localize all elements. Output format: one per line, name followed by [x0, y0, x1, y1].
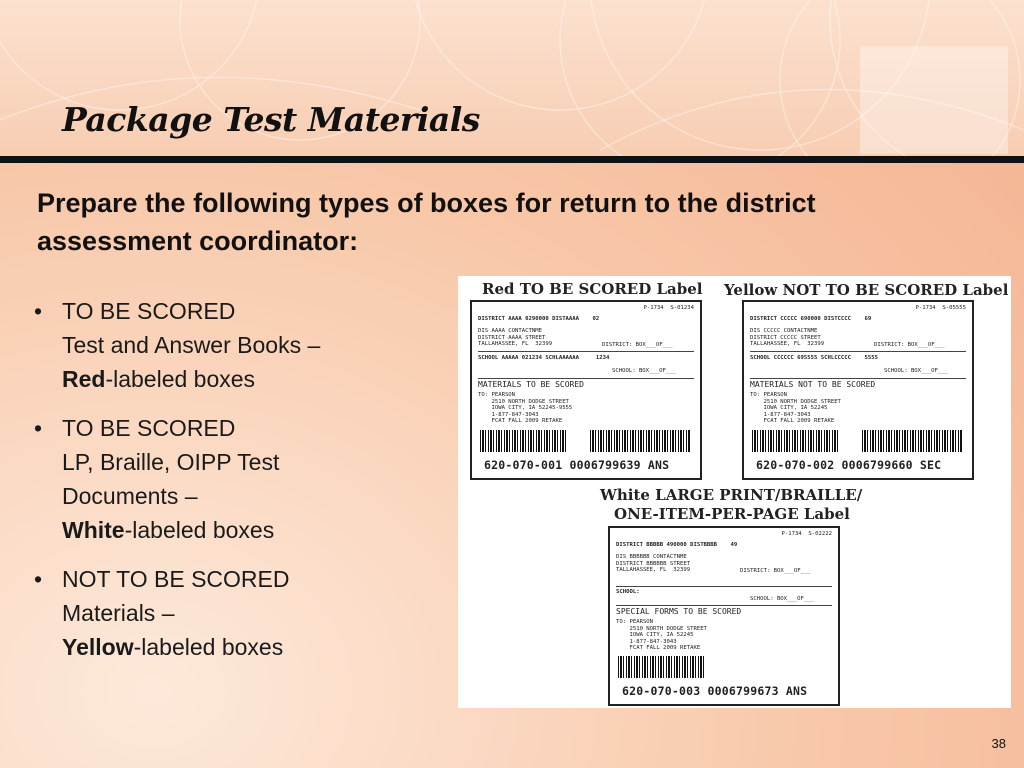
bullet-suffix: -labeled boxes: [124, 517, 275, 543]
bullet-suffix: -labeled boxes: [133, 634, 284, 660]
list-item: [34, 562, 434, 664]
label-address: TO: PEARSON 2510 NORTH DODGE STREET IOWA CITY, IA 52245-9555 1-877-847-3043 FCAT FALL 2009 RETAKE: [478, 392, 573, 425]
list-item: [34, 411, 434, 547]
bullet-color-word: White: [62, 517, 125, 543]
bullet-icon: •: [34, 566, 43, 592]
list-item: [34, 294, 434, 396]
slide-header: [0, 0, 1024, 158]
label-materials: SPECIAL FORMS TO BE SCORED: [616, 607, 742, 616]
bullet-line1: TO BE SCORED: [62, 298, 236, 324]
label-contact: DIS AAAA CONTACTNME DISTRICT AAAA STREET TALLAHASSEE, FL 32399: [478, 328, 553, 348]
bullet-icon: •: [34, 415, 43, 441]
barcode-icon: [480, 430, 566, 452]
label-materials: MATERIALS TO BE SCORED: [478, 380, 584, 389]
label-code: 620-070-002 0006799660 SEC: [756, 458, 942, 472]
title-divider: [0, 156, 1024, 163]
white-label-caption-line2: ONE-ITEM-PER-PAGE Label: [614, 505, 850, 523]
red-label: [470, 300, 702, 480]
label-school: SCHOOL CCCCCC 695555 SCHLCCCCC 5555: [750, 355, 878, 361]
label-school-box: SCHOOL: BOX___OF___: [750, 596, 814, 602]
bullet-line2: Materials –: [62, 600, 175, 626]
label-code: 620-070-003 0006799673 ANS: [622, 684, 808, 698]
label-corner-code: P-1734 S-02222: [781, 531, 832, 537]
bullet-color-word: Red: [62, 366, 106, 392]
barcode-icon: [752, 430, 838, 452]
intro-text: Prepare the following types of boxes for return to the district assessment coordinator:: [37, 188, 816, 256]
label-district: DISTRICT CCCCC 690000 DISTCCCC 69: [750, 316, 872, 322]
label-divider: [616, 586, 832, 587]
label-school: SCHOOL AAAAA 021234 SCHLAAAAAA 1234: [478, 355, 610, 361]
bullet-line1: TO BE SCORED: [62, 415, 236, 441]
slide-title: Package Test Materials: [62, 100, 480, 139]
bullet-icon: •: [34, 298, 43, 324]
label-divider: [616, 605, 832, 606]
bullet-color-word: Yellow: [62, 634, 134, 660]
bullet-suffix: -labeled boxes: [105, 366, 256, 392]
label-divider: [750, 351, 966, 352]
label-district-box: DISTRICT: BOX___OF___: [740, 568, 811, 574]
barcode-icon: [862, 430, 962, 452]
label-divider: [478, 351, 694, 352]
red-label-caption: Red TO BE SCORED Label: [482, 280, 703, 298]
bullet-list: [34, 294, 434, 679]
white-label-caption-line1: White LARGE PRINT/BRAILLE/: [600, 486, 863, 504]
label-address: TO: PEARSON 2510 NORTH DODGE STREET IOWA CITY, IA 52245 1-877-847-3043 FCAT FALL 2009 RETAKE: [616, 619, 707, 652]
label-district-box: DISTRICT: BOX___OF___: [602, 342, 673, 348]
bullet-line3: Documents –: [62, 483, 198, 509]
label-school-box: SCHOOL: BOX___OF___: [612, 368, 676, 374]
yellow-label: [742, 300, 974, 480]
label-corner-code: P-1734 S-01234: [643, 305, 694, 311]
label-district: DISTRICT BBBBB 490000 DISTBBBB 49: [616, 542, 738, 548]
page-number: 38: [991, 736, 1006, 751]
label-contact: DIS BBBBBB CONTACTNME DISTRICT BBBBBB STREET TALLAHASSEE, FL 32399: [616, 554, 691, 574]
label-divider: [750, 378, 966, 379]
label-materials: MATERIALS NOT TO BE SCORED: [750, 380, 876, 389]
bullet-line2: Test and Answer Books –: [62, 332, 321, 358]
label-address: TO: PEARSON 2510 NORTH DODGE STREET IOWA CITY, IA 52245 1-877-847-3043 FCAT FALL 2009 RETAKE: [750, 392, 841, 425]
label-divider: [478, 378, 694, 379]
label-school: SCHOOL:: [616, 589, 640, 595]
label-corner-code: P-1734 S-05555: [915, 305, 966, 311]
label-school-box: SCHOOL: BOX___OF___: [884, 368, 948, 374]
barcode-icon: [590, 430, 690, 452]
label-code: 620-070-001 0006799639 ANS: [484, 458, 670, 472]
label-district: DISTRICT AAAA 0290000 DISTAAAA 02: [478, 316, 600, 322]
label-examples-image: [458, 276, 1011, 708]
white-label: [608, 526, 840, 706]
label-district-box: DISTRICT: BOX___OF___: [874, 342, 945, 348]
yellow-label-caption: Yellow NOT TO BE SCORED Label: [724, 281, 1009, 299]
barcode-icon: [618, 656, 704, 678]
bullet-line2: LP, Braille, OIPP Test: [62, 449, 280, 475]
label-contact: DIS CCCCC CONTACTNME DISTRICT CCCCC STREET TALLAHASSEE, FL 32399: [750, 328, 825, 348]
bullet-line1: NOT TO BE SCORED: [62, 566, 290, 592]
